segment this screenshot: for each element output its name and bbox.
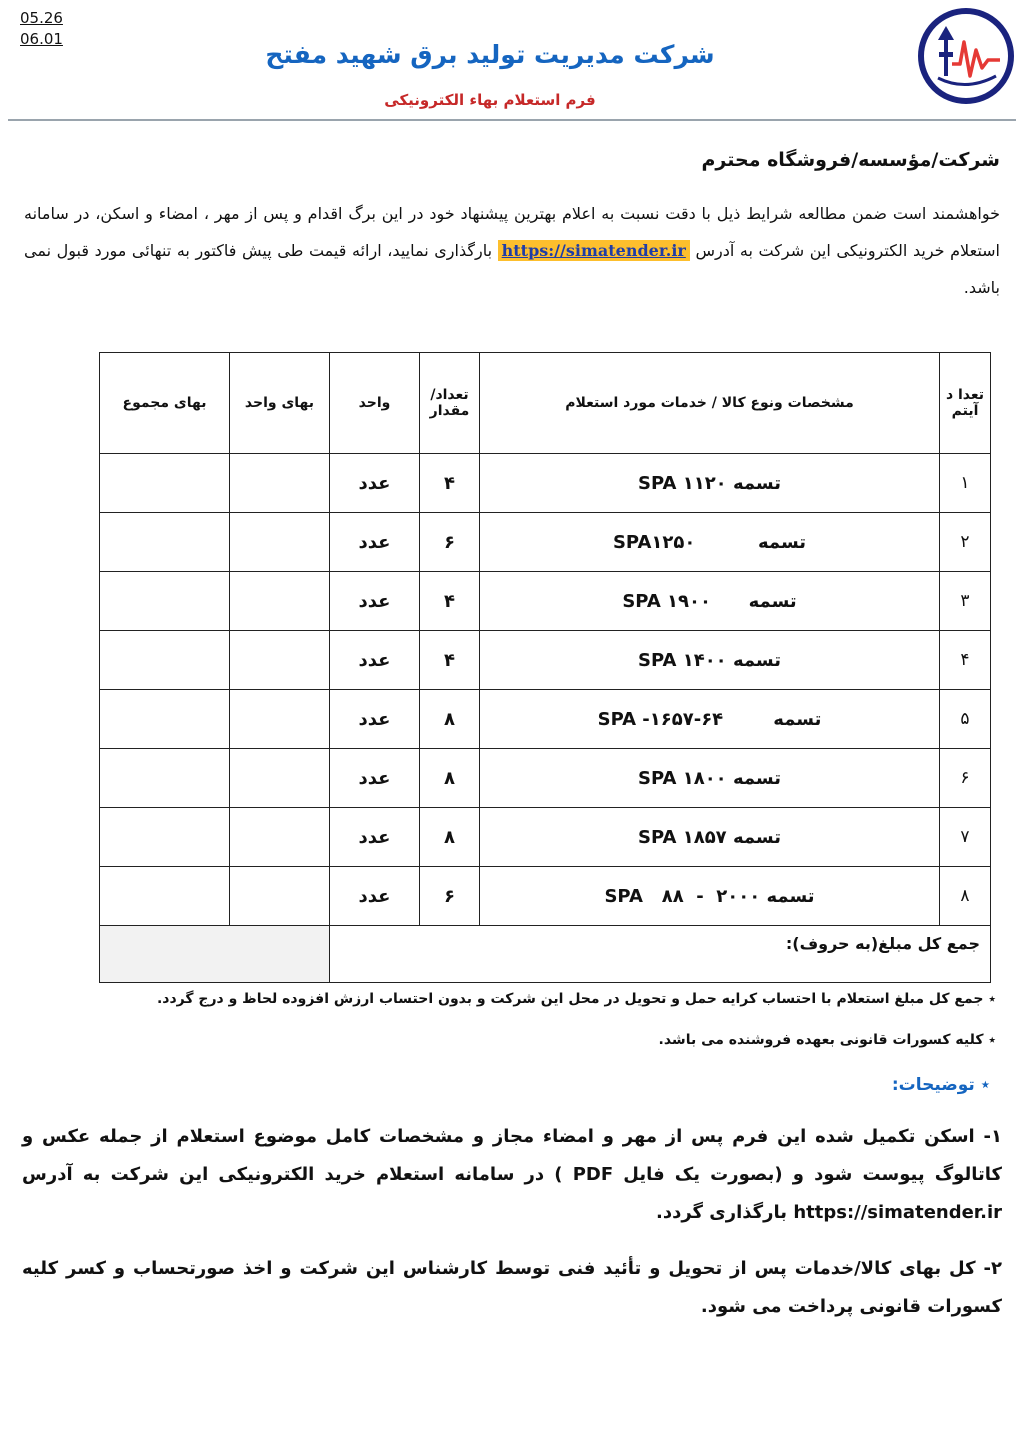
table-row [100, 631, 991, 690]
greeting: شرکت/مؤسسه/فروشگاه محترم [701, 149, 1000, 171]
item-quantity: ۸ [420, 690, 480, 749]
item-quantity: ۴ [420, 631, 480, 690]
item-description: تسمه SPA ۱۹۰۰ [480, 572, 940, 631]
row-number: ۵ [940, 690, 991, 749]
item-1-text-a: ۱- اسکن تکمیل شده این فرم پس از مهر و امضاء مجاز و مشخصات کامل موضوع استعلام از جمله عکس و کاتالوگ پیوست شود و (بصورت یک فایل [22, 1126, 1002, 1185]
table-row [100, 454, 991, 513]
header-item-count: تعدا د آیتم [940, 353, 991, 454]
sum-in-words-label: جمع کل مبلغ(به حروف): [330, 926, 991, 983]
row-number: ۶ [940, 749, 991, 808]
row-number: ۳ [940, 572, 991, 631]
header-total-price: بهای مجموع [100, 353, 230, 454]
item-1-link[interactable]: https://simatender.ir [793, 1202, 1002, 1223]
inquiry-table-wrap [99, 352, 990, 983]
table-row [100, 690, 991, 749]
item-description: تسمه SPA -۱۶۵۷-۶۴ [480, 690, 940, 749]
date-stamp [20, 8, 63, 50]
sum-total-cell[interactable] [100, 926, 330, 983]
header-quantity: تعداد/ مقدار [420, 353, 480, 454]
row-number: ۷ [940, 808, 991, 867]
bullet-icon: ٭ [983, 991, 996, 1007]
item-unit: عدد [330, 808, 420, 867]
unit-price-cell[interactable] [230, 631, 330, 690]
item-1-text-c: بارگذاری گردد. [656, 1202, 788, 1223]
item-unit: عدد [330, 690, 420, 749]
item-unit: عدد [330, 513, 420, 572]
total-price-cell[interactable] [100, 572, 230, 631]
explanation-item-1 [22, 1118, 1002, 1232]
item-description: تسمه ۱۸۰۰ SPA [480, 749, 940, 808]
note-1-text: جمع کل مبلغ استعلام با احتساب کرایه حمل و تحویل در محل این شرکت و بدون احتساب ارزش افزوده لحاظ و درج گردد. [156, 991, 984, 1007]
unit-price-cell[interactable] [230, 749, 330, 808]
table-row [100, 808, 991, 867]
item-1-pdf: PDF [572, 1164, 614, 1185]
item-description: تسمه ۲۰۰۰ - ۸۸ SPA [480, 867, 940, 926]
explanations-title [892, 1075, 990, 1095]
header-unit-price: بهای واحد [230, 353, 330, 454]
item-quantity: ۴ [420, 454, 480, 513]
item-description: تسمه ۱۱۲۰ SPA [480, 454, 940, 513]
note-1 [157, 991, 996, 1007]
row-number: ۴ [940, 631, 991, 690]
explanation-item-2: ۲- کل بهای کالا/خدمات پس از تحویل و تأئید فنی توسط کارشناس این شرکت و اخذ صورتحساب و کسر کلیه کسورات قانونی پرداخت می شود. [22, 1258, 1002, 1317]
total-price-cell[interactable] [100, 690, 230, 749]
table-row [100, 572, 991, 631]
bullet-icon: ٭ [983, 1032, 996, 1048]
item-description: تسمه ۱۴۰۰ SPA [480, 631, 940, 690]
item-unit: عدد [330, 867, 420, 926]
total-price-cell[interactable] [100, 454, 230, 513]
sum-row [100, 926, 991, 983]
total-price-cell[interactable] [100, 749, 230, 808]
header-unit: واحد [330, 353, 420, 454]
item-unit: عدد [330, 572, 420, 631]
item-unit: عدد [330, 631, 420, 690]
unit-price-cell[interactable] [230, 513, 330, 572]
item-description: تسمه SPA۱۲۵۰ [480, 513, 940, 572]
form-title: فرم استعلام بهاء الکترونیکی [384, 91, 596, 109]
inquiry-table [99, 352, 991, 983]
item-quantity: ۸ [420, 749, 480, 808]
total-price-cell[interactable] [100, 513, 230, 572]
unit-price-cell[interactable] [230, 808, 330, 867]
intro-text-1: خواهشمند است ضمن مطالعه شرایط ذیل با دقت نسبت به اعلام بهترین پیشنهاد خود در این برگ اقدام و پس از مهر ، امضاء و اسکن، در سامانه استعلام خرید الکترونیکی این شرکت به آدرس [24, 204, 1000, 260]
row-number: ۲ [940, 513, 991, 572]
item-unit: عدد [330, 454, 420, 513]
total-price-cell[interactable] [100, 631, 230, 690]
table-row [100, 867, 991, 926]
table-row [100, 749, 991, 808]
simatender-link[interactable]: https://simatender.ir [498, 240, 690, 261]
table-row [100, 513, 991, 572]
unit-price-cell[interactable] [230, 454, 330, 513]
date-top: 05.26 [20, 9, 63, 27]
total-price-cell[interactable] [100, 808, 230, 867]
item-description: تسمه ۱۸۵۷ SPA [480, 808, 940, 867]
note-2 [659, 1032, 996, 1048]
item-unit: عدد [330, 749, 420, 808]
unit-price-cell[interactable] [230, 690, 330, 749]
explanations-title-text: توضیحات: [891, 1075, 975, 1095]
item-quantity: ۶ [420, 867, 480, 926]
header-description: مشخصات ونوع کالا / خدمات مورد استعلام [480, 353, 940, 454]
unit-price-cell[interactable] [230, 867, 330, 926]
table-header-row [100, 353, 991, 454]
header-divider [8, 119, 1016, 121]
company-title: شرکت مدیریت تولید برق شهید مفتح [265, 40, 715, 69]
intro-text-2: بارگذاری نمایید، ارائه قیمت طی پیش فاکتور به تنهائی مورد قبول نمی باشد. [24, 241, 1000, 297]
company-logo [916, 6, 1016, 106]
item-1-text-b: ) در سامانه استعلام خرید الکترونیکی این شرکت به آدرس [22, 1164, 563, 1185]
item-quantity: ۴ [420, 572, 480, 631]
note-2-text: کلیه کسورات قانونی بعهده فروشنده می باشد. [658, 1032, 984, 1048]
total-price-cell[interactable] [100, 867, 230, 926]
row-number: ۱ [940, 454, 991, 513]
intro-paragraph [24, 195, 1000, 306]
bullet-icon: ٭ [974, 1075, 990, 1095]
item-quantity: ۸ [420, 808, 480, 867]
item-quantity: ۶ [420, 513, 480, 572]
date-bottom: 06.01 [20, 30, 63, 48]
unit-price-cell[interactable] [230, 572, 330, 631]
row-number: ۸ [940, 867, 991, 926]
